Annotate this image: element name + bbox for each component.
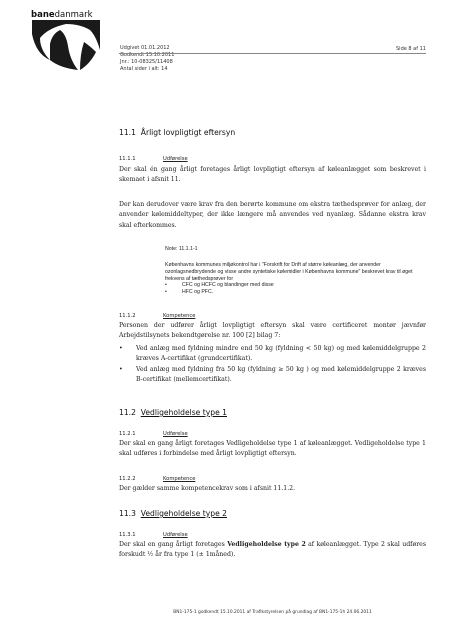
paragraph-11-2-1: Der skal en gang årligt foretages Vedligeholdelse type 1 af køleanlægget. Vedligeholdelse type 1 skal udføres i forbindelse med årligt lovpligtigt eftersyn. <box>119 440 426 458</box>
list-item: • Ved anlæg med fyldning mindre end 50 kg (fyldning < 50 kg) og med kølemiddelgruppe 2 kræves A-certifikat (grundcertifikat). <box>119 345 426 363</box>
list-item: • Ved anlæg med fyldning fra 50 kg (fyldning ≥ 50 kg ) og med kølemiddelgruppe 2 kræves B-certifikat (mellemcertifikat). <box>119 365 426 384</box>
header-divider <box>119 53 426 54</box>
subsection-heading-11-2-1: 11.2.1 Udførelse <box>119 431 188 437</box>
subsection-heading-11-1-1: 11.1.1 Udførelse <box>119 156 188 162</box>
paragraph-11-3-1: Der skal en gang årligt foretages Vedligeholdelse type 2 af køleanlægget. Type 2 skal udføres forskudt ½ år fra type 1 (± 1måned). <box>119 541 426 559</box>
note-list-item: • HFC og PFC. <box>165 289 214 296</box>
page-footer: BN1-175-1 godkendt 15.10.2011 af Trafikstyrelsen på grundlag af BN1-175-1h 24.06.2011 <box>173 610 372 615</box>
banedanmark-logo-text: banedanmark <box>31 10 93 20</box>
page-number: Side 8 af 11 <box>396 46 426 52</box>
paragraph-11-1-1-b: Der kan derudover være krav fra den berørte kommune om ekstra tæthedsprøver for anlæg, der anvender kølemiddeltyper, der ikke længere må anvendes ved nyanlæg. Sådanne ekstra krav skal efterkommes. <box>119 201 426 229</box>
document-meta: Udgivet 01.01.2012 Godkendt 15.10.2011 Jnr.: 10-08325/11408 Antal sider i alt: 14 <box>120 45 175 72</box>
section-heading-11-3: 11.3 Vedligeholdelse type 2 <box>119 509 227 518</box>
subsection-heading-11-1-2: 11.1.2 Kompetence <box>119 313 196 319</box>
note-text: Københavns kommunes miljøkontrol har i "Forskrift for Drift af større køleanlæg, der anvender ozonlagsnedbrydende og visse andre syntetiske kølemidler i Københavns kommune" beskrevet krav til øget frekvens af tæthedsprøver for <box>165 262 413 282</box>
subsection-heading-11-3-1: 11.3.1 Udførelse <box>119 532 188 538</box>
section-heading-11-2: 11.2 Vedligeholdelse type 1 <box>119 408 227 417</box>
paragraph-11-1-1-a: Der skal én gang årligt foretages årligt lovpligtigt eftersyn af køleanlægget som beskrevet i skemaet i afsnit 11. <box>119 166 426 184</box>
note-list-item: • CFC og HCFC og blandinger med disse <box>165 282 274 289</box>
banedanmark-logo-icon <box>30 20 100 72</box>
section-heading-11-1: 11.1 Årligt lovpligtigt eftersyn <box>119 128 236 137</box>
paragraph-11-1-2: Personen der udfører årligt lovpligtigt eftersyn skal være certificeret montør jævnfør Arbejdstilsynets bekendtgørelse nr. 100 [2] bilag 7: <box>119 322 426 340</box>
note-body <box>165 262 423 296</box>
competence-list <box>119 344 426 386</box>
subsection-heading-11-2-2: 11.2.2 Kompetence <box>119 476 196 482</box>
note-heading: Note: 11.1.1-1 <box>165 246 198 252</box>
paragraph-11-2-2: Der gælder samme kompetencekrav som i afsnit 11.1.2. <box>119 485 296 492</box>
